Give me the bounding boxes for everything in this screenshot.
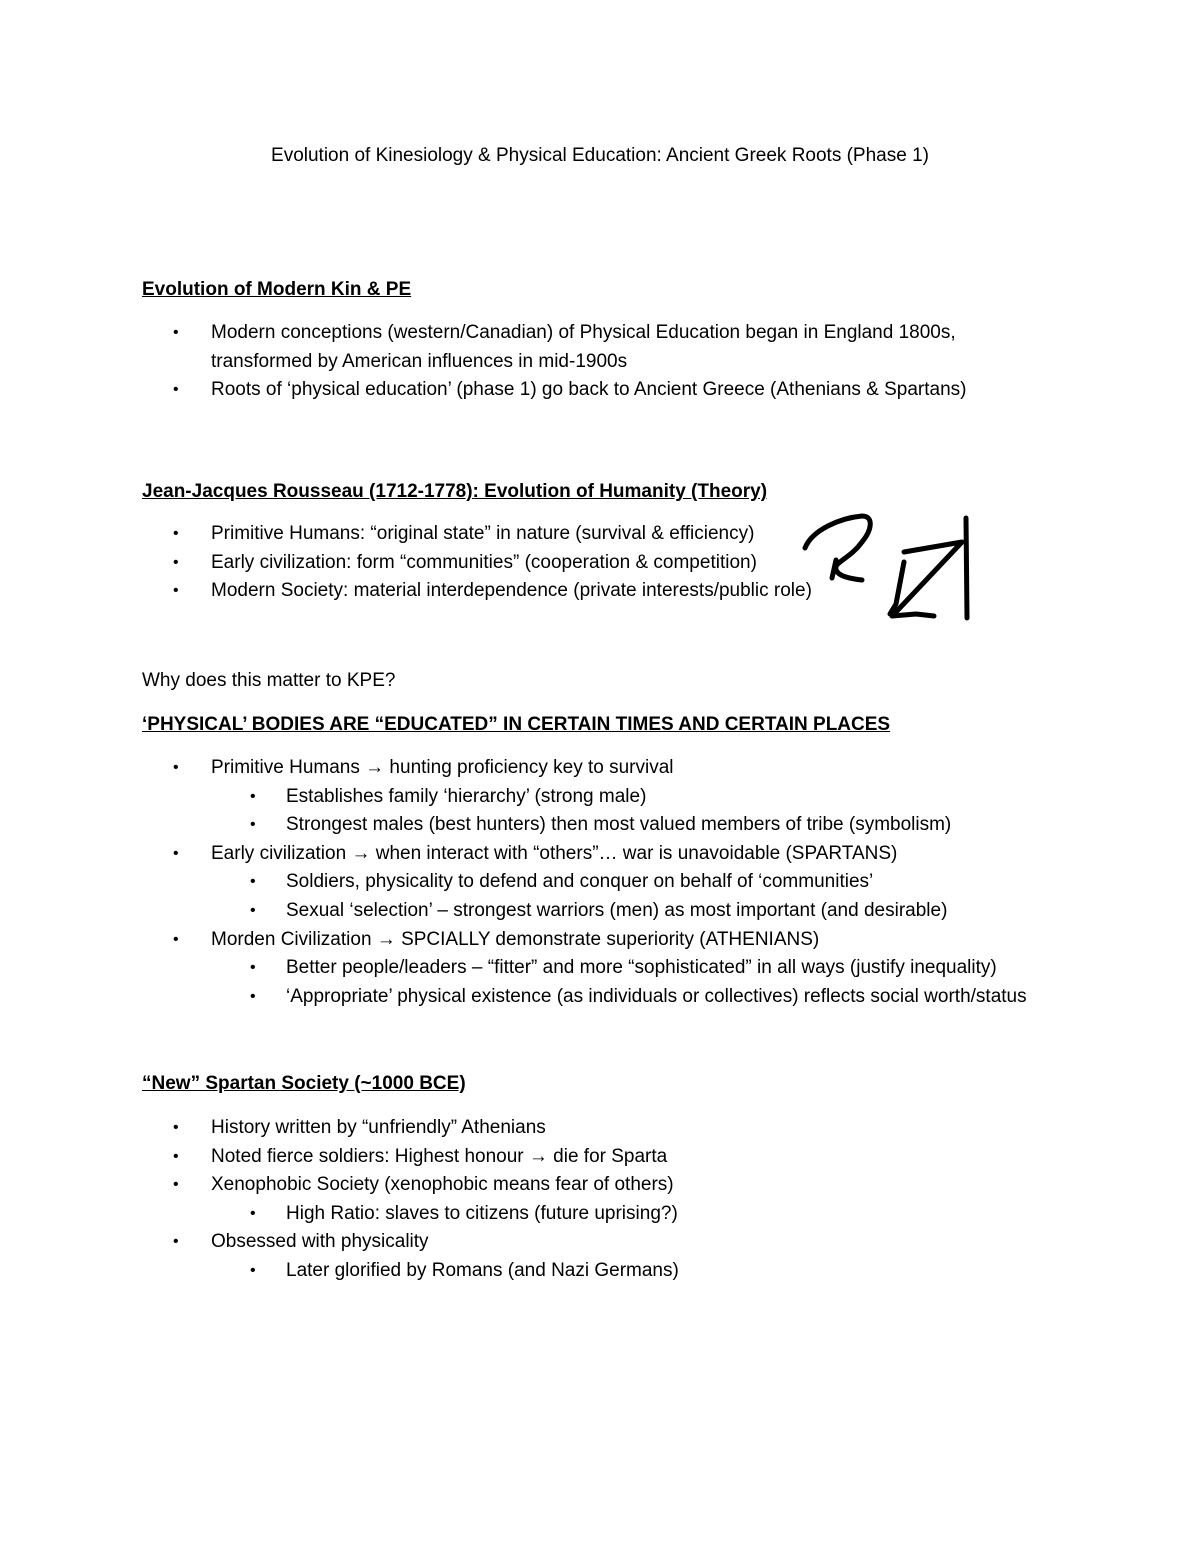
right-arrow-icon: → (376, 928, 396, 950)
bullet-icon: • (173, 1147, 179, 1165)
list-item (0, 840, 1027, 869)
list-item (0, 926, 1027, 955)
list-item-text: Soldiers, physicality to defend and conquer on behalf of ‘communities’ (286, 871, 874, 893)
list-item-text: Primitive Humans (211, 757, 366, 778)
bullet-icon: • (250, 1204, 256, 1222)
list-item (0, 1114, 679, 1143)
list-item (0, 754, 1027, 783)
list-item-text: High Ratio: slaves to citizens (future uprising?) (286, 1202, 678, 1224)
list-item (0, 1228, 679, 1257)
list-item (0, 1143, 679, 1172)
list-item-text: ‘Appropriate’ physical existence (as individuals or collectives) reflects social worth/status (286, 985, 1027, 1007)
right-arrow-icon: → (365, 757, 385, 778)
section-heading-rousseau: Jean-Jacques Rousseau (1712-1778): Evolution of Humanity (Theory) (142, 481, 768, 502)
section-heading-spartan-society: “New” Spartan Society (~1000 BCE) (142, 1073, 466, 1094)
list-item-text: hunting proficiency key to survival (384, 757, 674, 778)
bullet-icon: • (250, 816, 256, 834)
page-title: Evolution of Kinesiology & Physical Education: Ancient Greek Roots (Phase 1) (271, 145, 929, 166)
bullet-icon: • (173, 1176, 179, 1194)
handwritten-vertical-line (966, 518, 967, 618)
list-item-text: Roots of ‘physical education’ (phase 1) go back to Ancient Greece (Athenians & Spartans) (211, 379, 967, 401)
list-item (0, 983, 1027, 1012)
list-item-text: Establishes family ‘hierarchy’ (strong male) (286, 785, 647, 807)
list-item-text: Noted fierce soldiers: Highest honour (211, 1145, 529, 1167)
list-item (0, 811, 1027, 840)
list-item-text: Early civilization: form “communities” (cooperation & competition) (211, 551, 757, 573)
list-item-text: Obsessed with physicality (211, 1231, 429, 1253)
list-item-text: Modern conceptions (western/Canadian) of Physical Education began in England 1800s, (211, 322, 956, 343)
bullet-icon: • (173, 1119, 179, 1136)
list-item (0, 783, 1027, 812)
list-item (0, 954, 1027, 983)
handwritten-diagonal-arrow (890, 542, 962, 616)
list-item (0, 1257, 679, 1286)
list-item-text: die for Sparta (547, 1145, 668, 1167)
list-item-text: Sexual ‘selection’ – strongest warriors (men) as most important (and desirable) (286, 899, 948, 921)
list-item-text: transformed by American influences in mid-1900s (211, 350, 628, 372)
list-item (0, 1171, 679, 1200)
bullet-icon: • (173, 582, 179, 600)
bullet-icon: • (250, 987, 256, 1005)
list-item-text: Later glorified by Romans (and Nazi Germans) (286, 1259, 679, 1281)
right-arrow-icon: → (351, 842, 371, 864)
section4-list (0, 1114, 679, 1286)
section-heading-physical-bodies: ‘PHYSICAL’ BODIES ARE “EDUCATED” IN CERTAIN TIMES AND CERTAIN PLACES (142, 714, 891, 735)
bullet-icon: • (173, 1233, 179, 1251)
list-item-text: SPCIALLY demonstrate superiority (ATHENIANS) (395, 928, 820, 950)
handwritten-curl-arrow (805, 516, 870, 580)
bullet-icon: • (173, 553, 179, 571)
list-item-text: Strongest males (best hunters) then most valued members of tribe (symbolism) (286, 814, 952, 836)
list-item-text: when interact with “others”… war is unavoidable (SPARTANS) (370, 842, 898, 864)
list-item-text: Better people/leaders – “fitter” and more “sophisticated” in all ways (justify inequality) (286, 957, 997, 979)
bullet-icon: • (250, 787, 256, 805)
list-item-text: Morden Civilization (211, 928, 377, 950)
bullet-icon: • (250, 901, 256, 919)
bullet-icon: • (250, 1261, 256, 1279)
bullet-icon: • (173, 930, 179, 948)
list-item (0, 1200, 679, 1229)
bullet-icon: • (173, 759, 179, 776)
list-item (0, 897, 1027, 926)
list-item-text: Early civilization (211, 842, 352, 864)
bullet-icon: • (173, 525, 179, 542)
list-item-text: History written by “unfriendly” Athenians (211, 1117, 546, 1138)
right-arrow-icon: → (528, 1145, 548, 1167)
list-item-text: Xenophobic Society (xenophobic means fear of others) (211, 1174, 674, 1196)
bullet-icon: • (173, 381, 179, 399)
question-text: Why does this matter to KPE? (142, 670, 396, 691)
list-item (0, 868, 1027, 897)
bullet-icon: • (173, 844, 179, 862)
list-item-text: Modern Society: material interdependence (private interests/public role) (211, 580, 812, 602)
bullet-icon: • (250, 873, 256, 891)
section-heading-modern-kin-pe: Evolution of Modern Kin & PE (142, 279, 412, 300)
list-item-text: Primitive Humans: “original state” in nature (survival & efficiency) (211, 523, 755, 544)
section3-list (0, 754, 1027, 1011)
bullet-icon: • (173, 324, 179, 341)
bullet-icon: • (250, 959, 256, 977)
